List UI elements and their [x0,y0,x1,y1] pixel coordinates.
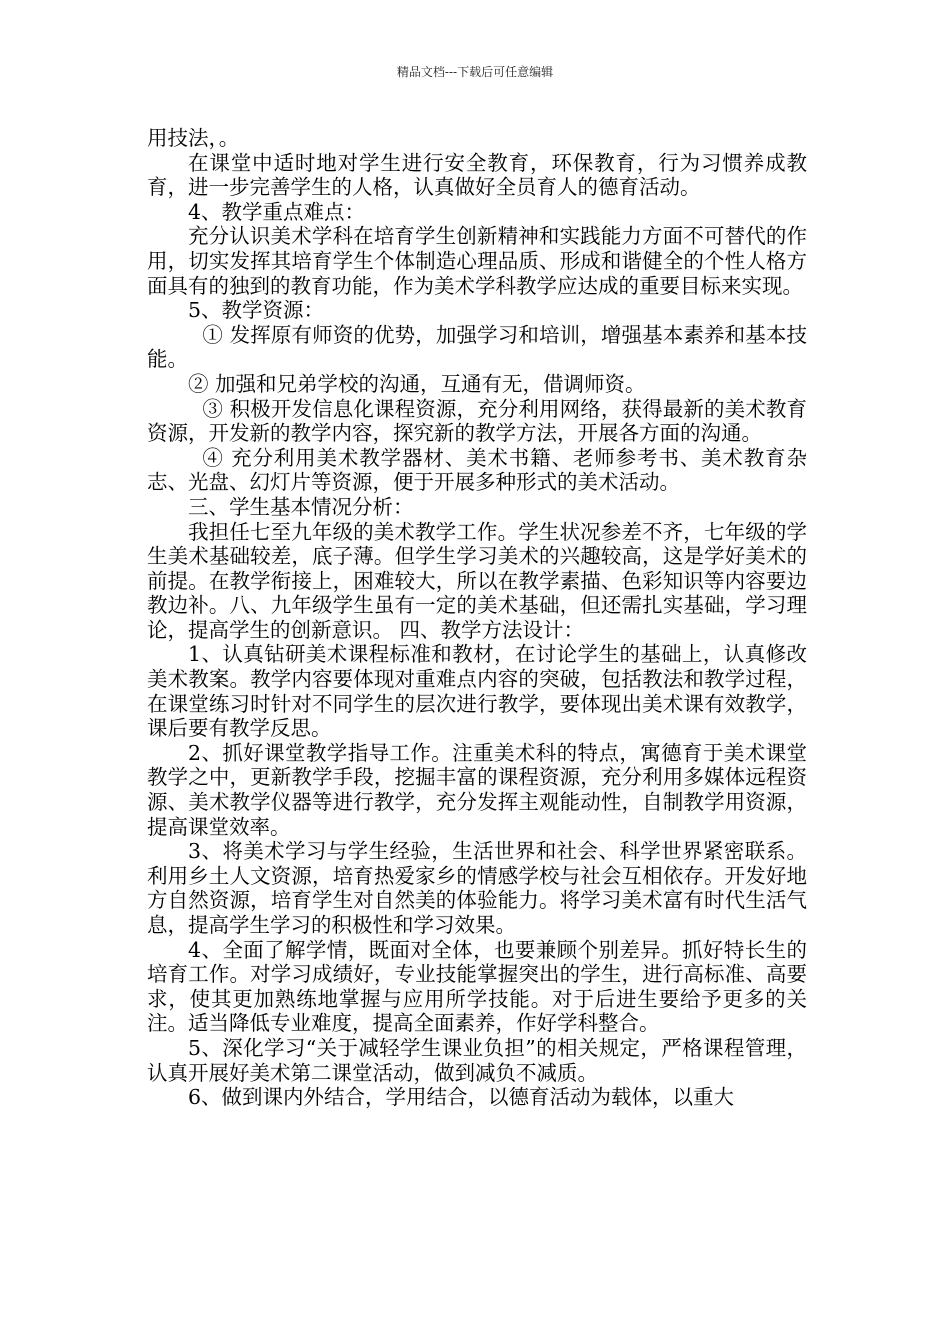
paragraph: 我担任七至九年级的美术教学工作。学生状况参差不齐，七年级的学生美术基础较差，底子薄。但学生学习美术的兴趣较高，这是学好美术的前提。在教学衔接上，困难较大，所以在教学素描、色彩知识等内容要边教边补。八、九年级学生虽有一定的美术基础，但还需扎实基础，学习理论，提高学生的创新意识。 四、教学方法设计： [147,519,807,642]
paragraph: 4、教学重点难点： [188,199,366,224]
paragraph: 三、学生基本情况分析： [188,494,414,519]
paragraph: 1、认真钻研美术课程标准和教材，在讨论学生的基础上，认真修改美术教案。教学内容要体现对重难点内容的突破，包括教法和教学过程，在课堂练习时针对不同学生的层次进行教学，要体现出美术课有效教学，课后要有教学反思。 [147,642,807,741]
paragraph: ④ 充分利用美术教学器材、美术书籍、老师参考书、美术教育杂志、光盘、幻灯片等资源，便于开展多种形式的美术活动。 [147,445,807,495]
paragraph: 5、教学资源： [188,298,325,323]
paragraph: ② 加强和兄弟学校的沟通，互通有无，借调师资。 [188,371,646,396]
paragraph: 3、将美术学习与学生经验，生活世界和社会、科学世界紧密联系。利用乡土人文资源，培育热爱家乡的情感学校与社会互相依存。开发好地方自然资源，培育学生对自然美的体验能力。将学习美术富有时代生活气息，提高学生学习的积极性和学习效果。 [147,839,807,937]
paragraph: 6、做到课内外结合，学用结合，以德育活动为载体，以重大 [188,1085,735,1110]
paragraph: 4、全面了解学情，既面对全体，也要兼顾个别差异。抓好特长生的培育工作。对学习成绩好，专业技能掌握突出的学生，进行高标准、高要求，使其更加熟练地掌握与应用所学技能。对于后进生要给予更多的关注。适当降低专业难度，提高全面素养，作好学科整合。 [147,937,807,1036]
paragraph: 5、深化学习“关于减轻学生课业负担”的相关规定，严格课程管理，认真开展好美术第二课堂活动，做到减负不减质。 [147,1035,807,1085]
paragraph: 充分认识美术学科在培育学生创新精神和实践能力方面不可替代的作用，切实发挥其培育学生个体制造心理品质、形成和谐健全的个性人格方面具有的独到的教育功能，作为美术学科教学应达成的重要目标来实现。 [147,224,807,298]
paragraph: 用技法，。 [147,126,240,150]
paragraph: ① 发挥原有师资的优势，加强学习和培训，增强基本素养和基本技能。 [147,322,807,372]
paragraph: ③ 积极开发信息化课程资源，充分利用网络，获得最新的美术教育资源，开发新的教学内容，探究新的教学方法，开展各方面的沟通。 [147,396,807,446]
paragraph: 在课堂中适时地对学生进行安全教育，环保教育，行为习惯养成教育，进一步完善学生的人格，认真做好全员育人的德育活动。 [147,150,807,200]
document-body [147,126,807,1110]
paragraph: 2、抓好课堂教学指导工作。注重美术科的特点，寓德育于美术课堂教学之中，更新教学手段，挖掘丰富的课程资源，充分利用多媒体远程资源、美术教学仪器等进行教学，充分发挥主观能动性，自制教学用资源，提高课堂效率。 [147,740,807,839]
page-header: 精品文档---下载后可任意编辑 [396,65,554,79]
